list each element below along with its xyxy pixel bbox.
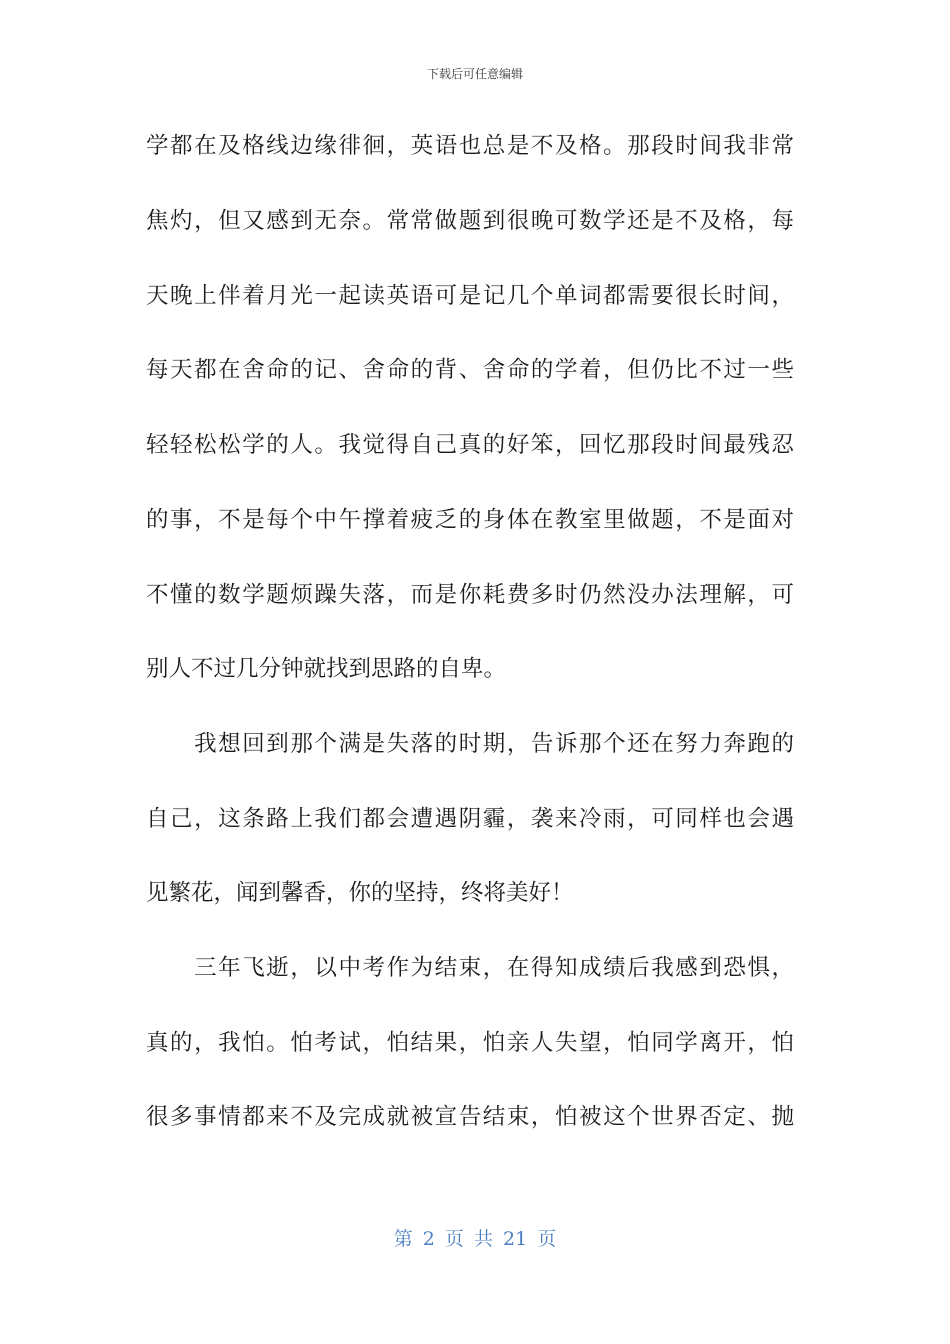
page-number-footer: 第 2 页 共 21 页 [393,1228,557,1250]
text-line: 焦灼，但又感到无奈。常常做题到很晚可数学还是不及格，每 [146,208,794,234]
text-line: 别人不过几分钟就找到思路的自卑。 [146,656,507,682]
text-line: 每天都在舍命的记、舍命的背、舍命的学着，但仍比不过一些 [146,357,794,383]
text-line: 三年飞逝，以中考作为结束，在得知成绩后我感到恐惧， [146,955,794,981]
text-line: 自己，这条路上我们都会遭遇阴霾，袭来冷雨，可同样也会遇 [146,806,794,832]
text-line: 轻轻松松学的人。我觉得自己真的好笨，回忆那段时间最残忍 [146,432,794,458]
text-line: 学都在及格线边缘徘徊，英语也总是不及格。那段时间我非常 [146,133,794,159]
text-line: 见繁花，闻到馨香，你的坚持，终将美好！ [146,880,574,906]
text-line: 很多事情都来不及完成就被宣告结束，怕被这个世界否定、抛 [146,1104,794,1130]
page-header: 下载后可任意编辑 [426,67,523,81]
text-line: 真的，我怕。怕考试，怕结果，怕亲人失望，怕同学离开，怕 [146,1030,794,1056]
text-line: 的事，不是每个中午撑着疲乏的身体在教室里做题，不是面对 [146,507,794,533]
text-line: 天晚上伴着月光一起读英语可是记几个单词都需要很长时间， [146,283,794,309]
text-line: 不懂的数学题烦躁失落，而是你耗费多时仍然没办法理解，可 [146,582,794,608]
text-line: 我想回到那个满是失落的时期，告诉那个还在努力奔跑的 [146,731,794,757]
